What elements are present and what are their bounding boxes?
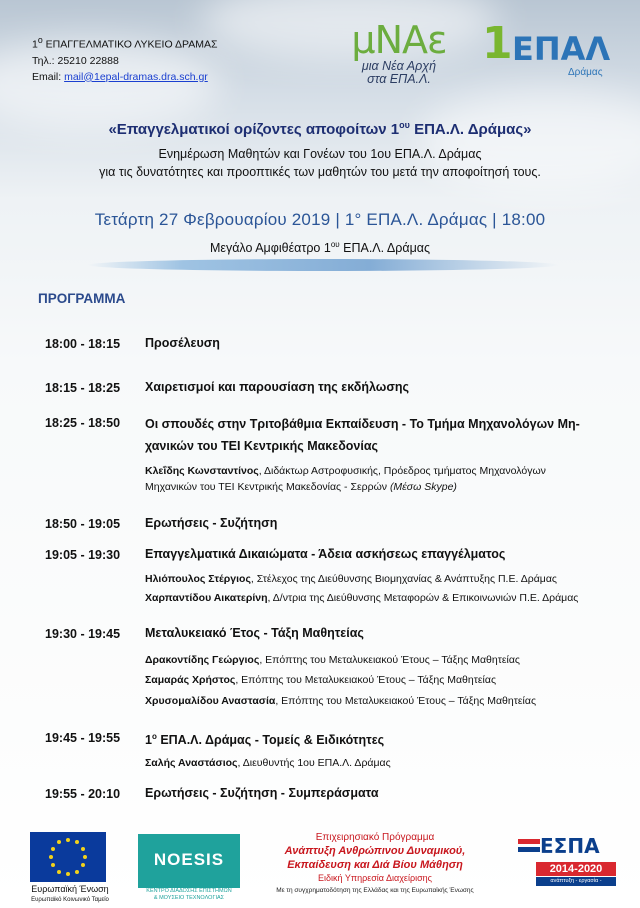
- schedule-time: 19:30 - 19:45: [45, 627, 121, 641]
- event-subtitle-2: για τις δυνατότητες και προοπτικές των μαθητών του μετά την αποφοίτησή τους.: [99, 165, 541, 179]
- program-heading: ΠΡΟΓΡΑΜΜΑ: [38, 291, 126, 306]
- schedule-topic: Ερωτήσεις - Συζήτηση: [145, 516, 278, 530]
- eu-flag-icon: [30, 832, 106, 882]
- schedule-topic: Χαιρετισμοί και παρουσίαση της εκδήλωσης: [145, 380, 410, 394]
- event-title: «Επαγγελματικοί ορίζοντες αποφοίτων $1^{o\upsilon}$ ΕΠΑ.Λ. Δράμας»: [108, 120, 532, 138]
- school-name: $1^o$ ΕΠΑΓΓΕΛΜΑΤΙΚΟ ΛΥΚΕΙΟ ΔΡΑΜΑΣ: [32, 35, 218, 51]
- operational-programme: Επιχειρησιακό Πρόγραμμα Ανάπτυξη Ανθρώπινου Δυναμικού, Εκπαίδευση και Διά Βίου Μάθηση Ειδική Υπηρεσία Διαχείρισης Με τη συγχρηματοδότηση της Ελλάδας και της Ευρωπαϊκής Ένωσης: [276, 832, 474, 894]
- epal-logo-number: 1: [482, 18, 513, 69]
- schedule-speaker: Σαλής Αναστάσιος, Διευθυντής 1ου ΕΠΑ.Λ. Δράμας: [145, 757, 391, 769]
- schedule-time: 18:25 - 18:50: [45, 416, 121, 430]
- mne-logo-line1: μια Νέα Αρχή: [361, 59, 437, 73]
- school-phone: Τηλ.: 25210 22888: [32, 54, 119, 67]
- schedule-topic: Επαγγελματικά Δικαιώματα - Άδεια ασκήσεως επαγγέλματος: [145, 547, 506, 561]
- school-email-link[interactable]: mail@1epal-dramas.dra.sch.gr: [64, 70, 208, 83]
- eu-label: Ευρωπαϊκή Ένωση Ευρωπαϊκό Κοινωνικό Ταμείο: [31, 884, 109, 903]
- schedule-time: 19:55 - 20:10: [45, 787, 121, 801]
- espa-logo: ΕΣΠΑ 2014-2020 ανάπτυξη - εργασία - αλληλεγγύη: [518, 832, 618, 892]
- schedule-topic: $1^o$ ΕΠΑ.Λ. Δράμας - Τομείς & Ειδικότητες: [145, 732, 385, 748]
- schedule-time: 18:00 - 18:15: [45, 337, 121, 351]
- epal-logo-city: Δράμας: [568, 67, 603, 78]
- noesis-label: ΚΕΝΤΡΟ ΔΙΑΔΟΣΗΣ ΕΠΙΣΤΗΜΩΝ & ΜΟΥΣΕΙΟ ΤΕΧΝΟΛΟΓΙΑΣ: [146, 888, 232, 901]
- schedule-time: 18:50 - 19:05: [45, 517, 121, 531]
- schedule-time: 19:45 - 19:55: [45, 731, 121, 745]
- epal-logo-text: ΕΠΑΛ: [512, 30, 611, 68]
- schedule-speaker: Χρυσομαλίδου Αναστασία, Επόπτης του Μεταλυκειακού Έτους – Τάξης Μαθητείας: [145, 695, 537, 707]
- mne-logo-mark: μΝΑε: [351, 18, 447, 62]
- schedule-speaker: Κλεΐδης Κωνσταντίνος, Διδάκτωρ Αστροφυσικής, Πρόεδρος τμήματος Μηχανολόγων Μηχανικών του ΤΕΙ Κεντρικής Μακεδονίας - Σερρών (Μέσω Skype): [145, 465, 546, 493]
- schedule-speaker: Χαρπαντίδου Αικατερίνη, Δ/ντρια της Διεύθυνσης Μεταφορών & Επικοινωνιών Π.Ε. Δράμας: [145, 592, 579, 604]
- schedule-time: 18:15 - 18:25: [45, 381, 121, 395]
- sponsor-footer: [0, 826, 640, 908]
- event-date-line: Τετάρτη 27 Φεβρουαρίου 2019 | 1° ΕΠΑ.Λ. Δράμας | 18:00: [94, 210, 546, 229]
- event-subtitle-1: Ενημέρωση Μαθητών και Γονέων του 1ου ΕΠΑ.Λ. Δράμας: [158, 147, 482, 161]
- schedule-topic: Προσέλευση: [145, 336, 220, 350]
- schedule-topic: Οι σπουδές στην Τριτοβάθμια Εκπαίδευση - Το Τμήμα Μηχανολόγων Μη- χανικών του ΤΕΙ Κεντρικής Μακεδονίας: [145, 417, 580, 453]
- noesis-logo: NOESIS: [138, 834, 240, 888]
- schedule-speaker: Ηλιόπουλος Στέργιος, Στέλεχος της Διεύθυνσης Βιομηχανίας & Ανάπτυξης Π.Ε. Δράμας: [145, 573, 557, 585]
- mne-logo-line2: στα ΕΠΑ.Λ.: [367, 72, 431, 86]
- school-email-row: Email: mail@1epal-dramas.dra.sch.gr: [32, 70, 208, 83]
- event-venue: Μεγάλο Αμφιθέατρο $1^{o\upsilon}$ ΕΠΑ.Λ. Δράμας: [209, 240, 431, 256]
- schedule-speaker: Σαμαράς Χρήστος, Επόπτης του Μεταλυκειακού Έτους – Τάξης Μαθητείας: [145, 674, 496, 686]
- schedule-topic: Ερωτήσεις - Συζήτηση - Συμπεράσματα: [145, 786, 379, 800]
- schedule-topic: Μεταλυκειακό Έτος - Τάξη Μαθητείας: [145, 626, 364, 640]
- schedule-speaker: Δρακοντίδης Γεώργιος, Επόπτης του Μεταλυκειακού Έτους – Τάξης Μαθητείας: [145, 654, 520, 666]
- schedule-time: 19:05 - 19:30: [45, 548, 121, 562]
